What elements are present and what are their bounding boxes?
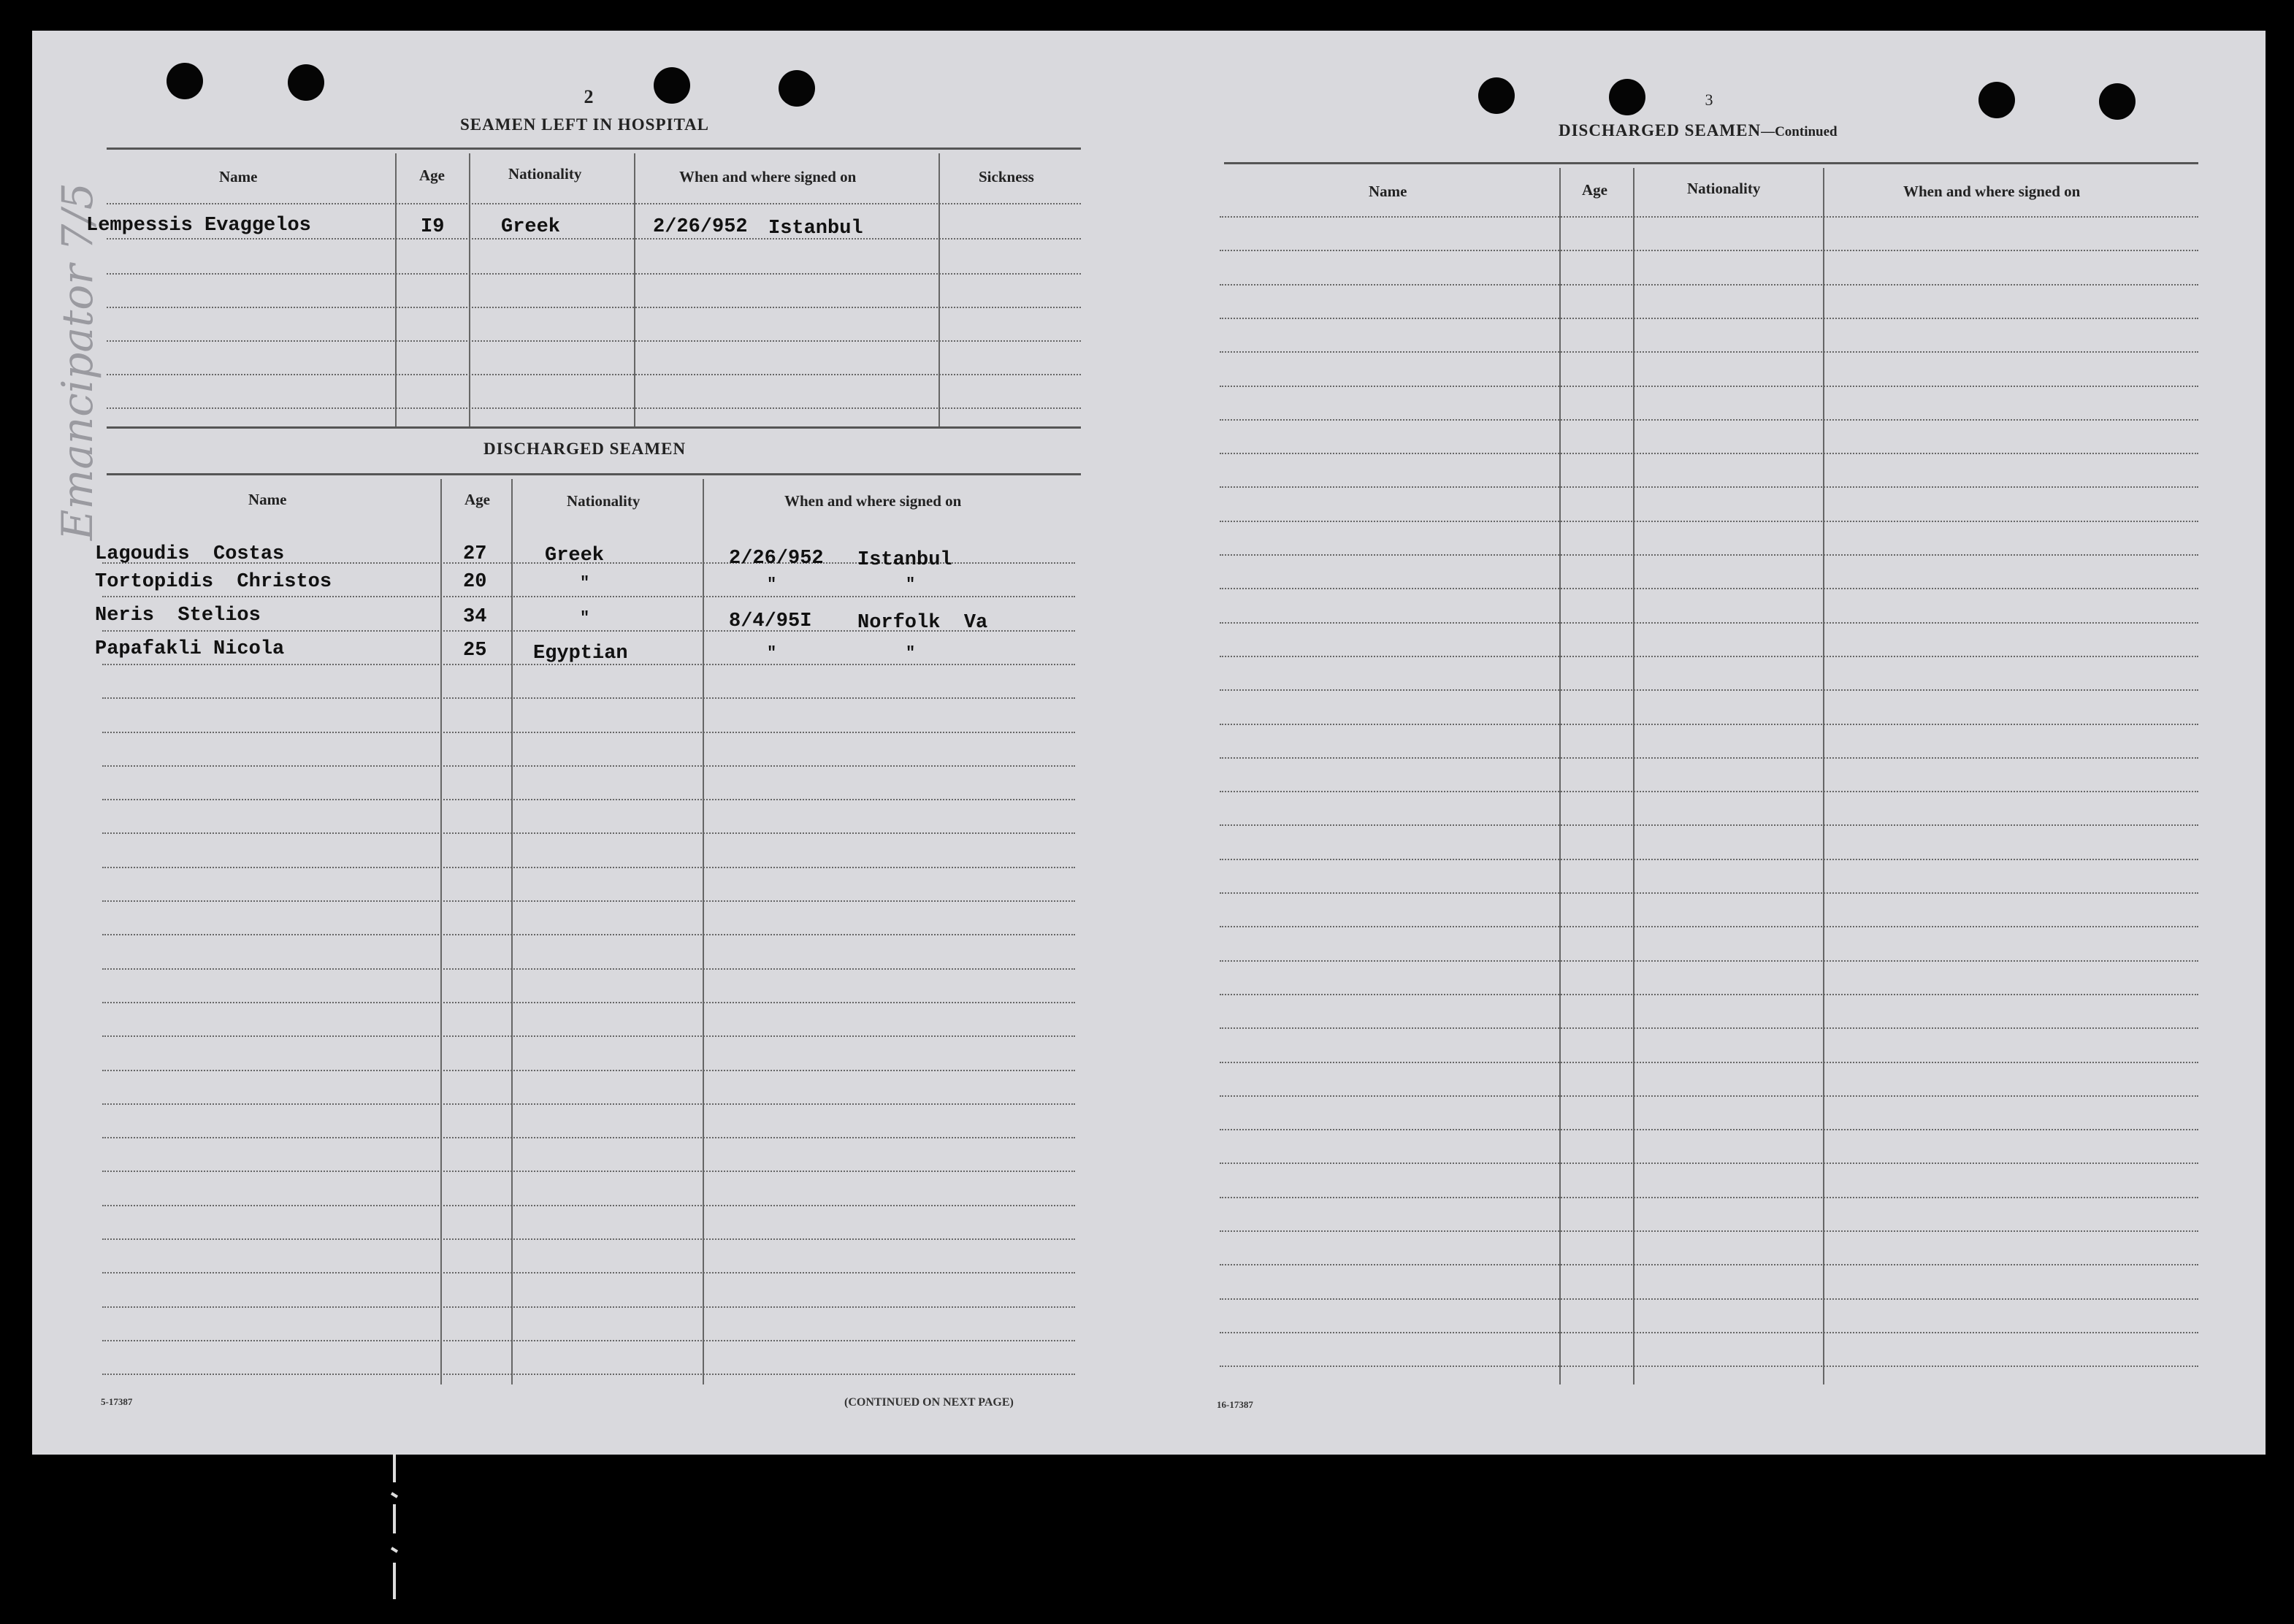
punch-hole [779, 70, 815, 107]
right-row-rule [1220, 554, 2198, 556]
right-row-rule [1220, 689, 2198, 691]
hospital-row-rule [107, 203, 1081, 204]
right-row-rule [1220, 926, 2198, 927]
discharged-row-rule [102, 1137, 1075, 1138]
discharged-row-rule [102, 832, 1075, 834]
discharged-row-date: 2/26/952 [729, 548, 824, 570]
right-row-rule [1220, 1062, 2198, 1063]
discharged-row-rule [102, 1205, 1075, 1206]
discharged-row-rule [102, 732, 1075, 733]
right-row-rule [1220, 588, 2198, 589]
hospital-row-rule [107, 307, 1081, 308]
hospital-col-sickness: Sickness [979, 168, 1034, 185]
punch-hole [1978, 82, 2015, 118]
hospital-col-divider [938, 153, 940, 426]
discharged-row-nationality: " [580, 609, 590, 627]
discharged-row-rule [102, 968, 1075, 970]
discharged-row-nationality: Greek [545, 545, 605, 567]
discharged-row-nationality: Egyptian [533, 643, 628, 664]
hospital-col-signed-on: When and where signed on [679, 168, 857, 185]
right-row-rule [1220, 824, 2198, 826]
discharged-row-rule [102, 1340, 1075, 1341]
hospital-row-rule [107, 374, 1081, 375]
discharged-row-rule [102, 697, 1075, 699]
right-row-rule [1220, 791, 2198, 792]
punch-hole [2099, 83, 2136, 120]
discharged-col-divider [703, 479, 704, 1384]
hospital-row-rule [107, 407, 1081, 409]
right-table-top-rule [1224, 162, 2198, 164]
discharged-row-rule [102, 1035, 1075, 1037]
discharged-row-rule [102, 900, 1075, 902]
hospital-col-divider [395, 153, 397, 426]
discharged-row-age: 27 [463, 543, 487, 565]
hospital-section-title: SEAMEN LEFT IN HOSPITAL [460, 115, 710, 134]
right-row-rule [1220, 1163, 2198, 1164]
right-row-rule [1220, 386, 2198, 387]
right-col-divider [1633, 168, 1635, 1384]
right-row-rule [1220, 1197, 2198, 1198]
discharged-row-rule [102, 1238, 1075, 1240]
discharged-row-rule [102, 1306, 1075, 1308]
hospital-row-rule [107, 273, 1081, 275]
discharged-row-name: Tortopidis Christos [95, 571, 332, 593]
discharged-row-rule [102, 1002, 1075, 1003]
right-row-rule [1220, 419, 2198, 421]
left-form-number: 5-17387 [101, 1396, 133, 1407]
hospital-col-name: Name [219, 168, 258, 185]
right-col-nationality: Nationality [1687, 180, 1761, 197]
right-row-rule [1220, 859, 2198, 860]
discharged-row-rule [102, 1070, 1075, 1071]
right-row-rule [1220, 216, 2198, 218]
discharged-row-rule [102, 799, 1075, 800]
hospital-col-divider [634, 153, 635, 426]
discharged-row-nationality: " [580, 574, 590, 592]
hospital-row-rule [107, 238, 1081, 240]
right-page-number: 3 [1705, 91, 1713, 109]
hospital-row-date: 2/26/952 [653, 216, 748, 238]
hospital-table-bottom-rule [107, 426, 1081, 429]
right-col-divider [1823, 168, 1824, 1384]
right-row-rule [1220, 724, 2198, 725]
left-page-number: 2 [584, 86, 594, 107]
discharged-col-name: Name [248, 491, 287, 508]
discharged-row-rule [102, 934, 1075, 935]
punch-hole [1478, 77, 1515, 114]
discharged-row-name: Lagoudis Costas [95, 543, 285, 565]
hospital-row-age: I9 [421, 216, 445, 238]
discharged-row-date: " [767, 644, 777, 662]
discharged-row-age: 34 [463, 606, 487, 628]
binding-staple-mark [389, 1453, 400, 1599]
discharged-col-divider [440, 479, 442, 1384]
hospital-row-nationality: Greek [501, 216, 561, 238]
right-row-rule [1220, 1264, 2198, 1265]
right-col-divider [1559, 168, 1561, 1384]
right-page-title-text: DISCHARGED SEAMEN [1559, 121, 1762, 139]
discharged-row-date: " [767, 575, 777, 594]
right-row-rule [1220, 656, 2198, 657]
right-row-rule [1220, 453, 2198, 454]
discharged-row-rule [102, 1374, 1075, 1375]
right-row-rule [1220, 486, 2198, 488]
right-row-rule [1220, 960, 2198, 962]
discharged-section-title: DISCHARGED SEAMEN [483, 440, 687, 458]
right-row-rule [1220, 250, 2198, 251]
discharged-row-place: " [906, 644, 916, 662]
discharged-row-name: Neris Stelios [95, 605, 261, 627]
discharged-row-date: 8/4/95I [729, 610, 812, 632]
discharged-row-rule [102, 1272, 1075, 1273]
hospital-col-divider [469, 153, 470, 426]
margin-handwritten-note: Emancipator 7/5 [53, 183, 102, 540]
right-row-rule [1220, 1027, 2198, 1029]
discharged-row-rule [102, 1171, 1075, 1172]
discharged-row-rule [102, 596, 1075, 597]
right-row-rule [1220, 521, 2198, 522]
punch-hole [1609, 79, 1645, 115]
right-form-number: 16-17387 [1217, 1399, 1253, 1410]
right-page-title-suffix: —Continued [1761, 124, 1838, 139]
hospital-table-top-rule [107, 148, 1081, 150]
hospital-col-nationality: Nationality [508, 165, 582, 183]
right-col-name: Name [1369, 183, 1407, 200]
right-row-rule [1220, 351, 2198, 353]
right-row-rule [1220, 1298, 2198, 1300]
discharged-row-name: Papafakli Nicola [95, 638, 285, 660]
hospital-row-place: Istanbul [768, 218, 863, 240]
right-row-rule [1220, 318, 2198, 319]
discharged-row-place: Istanbul [857, 549, 952, 571]
discharged-col-age: Age [464, 491, 490, 508]
hospital-col-age: Age [419, 166, 445, 184]
discharged-row-age: 20 [463, 571, 487, 593]
punch-hole [288, 64, 324, 101]
right-row-rule [1220, 994, 2198, 995]
hospital-row-name: Lempessis Evaggelos [86, 215, 311, 237]
discharged-row-age: 25 [463, 640, 487, 662]
right-col-age: Age [1582, 181, 1607, 199]
punch-hole [167, 63, 203, 99]
right-row-rule [1220, 284, 2198, 286]
discharged-col-nationality: Nationality [567, 492, 641, 510]
discharged-row-rule [102, 1103, 1075, 1105]
right-row-rule [1220, 1230, 2198, 1232]
continued-note: (CONTINUED ON NEXT PAGE) [844, 1396, 1014, 1409]
right-col-signed-on: When and where signed on [1903, 183, 2081, 200]
discharged-col-signed-on: When and where signed on [784, 492, 962, 510]
right-row-rule [1220, 757, 2198, 759]
discharged-row-place: Norfolk Va [857, 612, 988, 634]
discharged-col-divider [511, 479, 513, 1384]
punch-hole [654, 67, 690, 104]
document-sheet [32, 31, 2266, 1455]
discharged-table-top-rule [107, 473, 1081, 475]
right-row-rule [1220, 622, 2198, 624]
right-row-rule [1220, 1366, 2198, 1367]
discharged-row-rule [102, 867, 1075, 868]
right-row-rule [1220, 1332, 2198, 1333]
right-row-rule [1220, 1129, 2198, 1130]
right-row-rule [1220, 1095, 2198, 1097]
discharged-row-place: " [906, 575, 916, 594]
right-row-rule [1220, 892, 2198, 894]
discharged-row-rule [102, 765, 1075, 767]
hospital-row-rule [107, 340, 1081, 342]
right-page-title [1559, 121, 1838, 140]
